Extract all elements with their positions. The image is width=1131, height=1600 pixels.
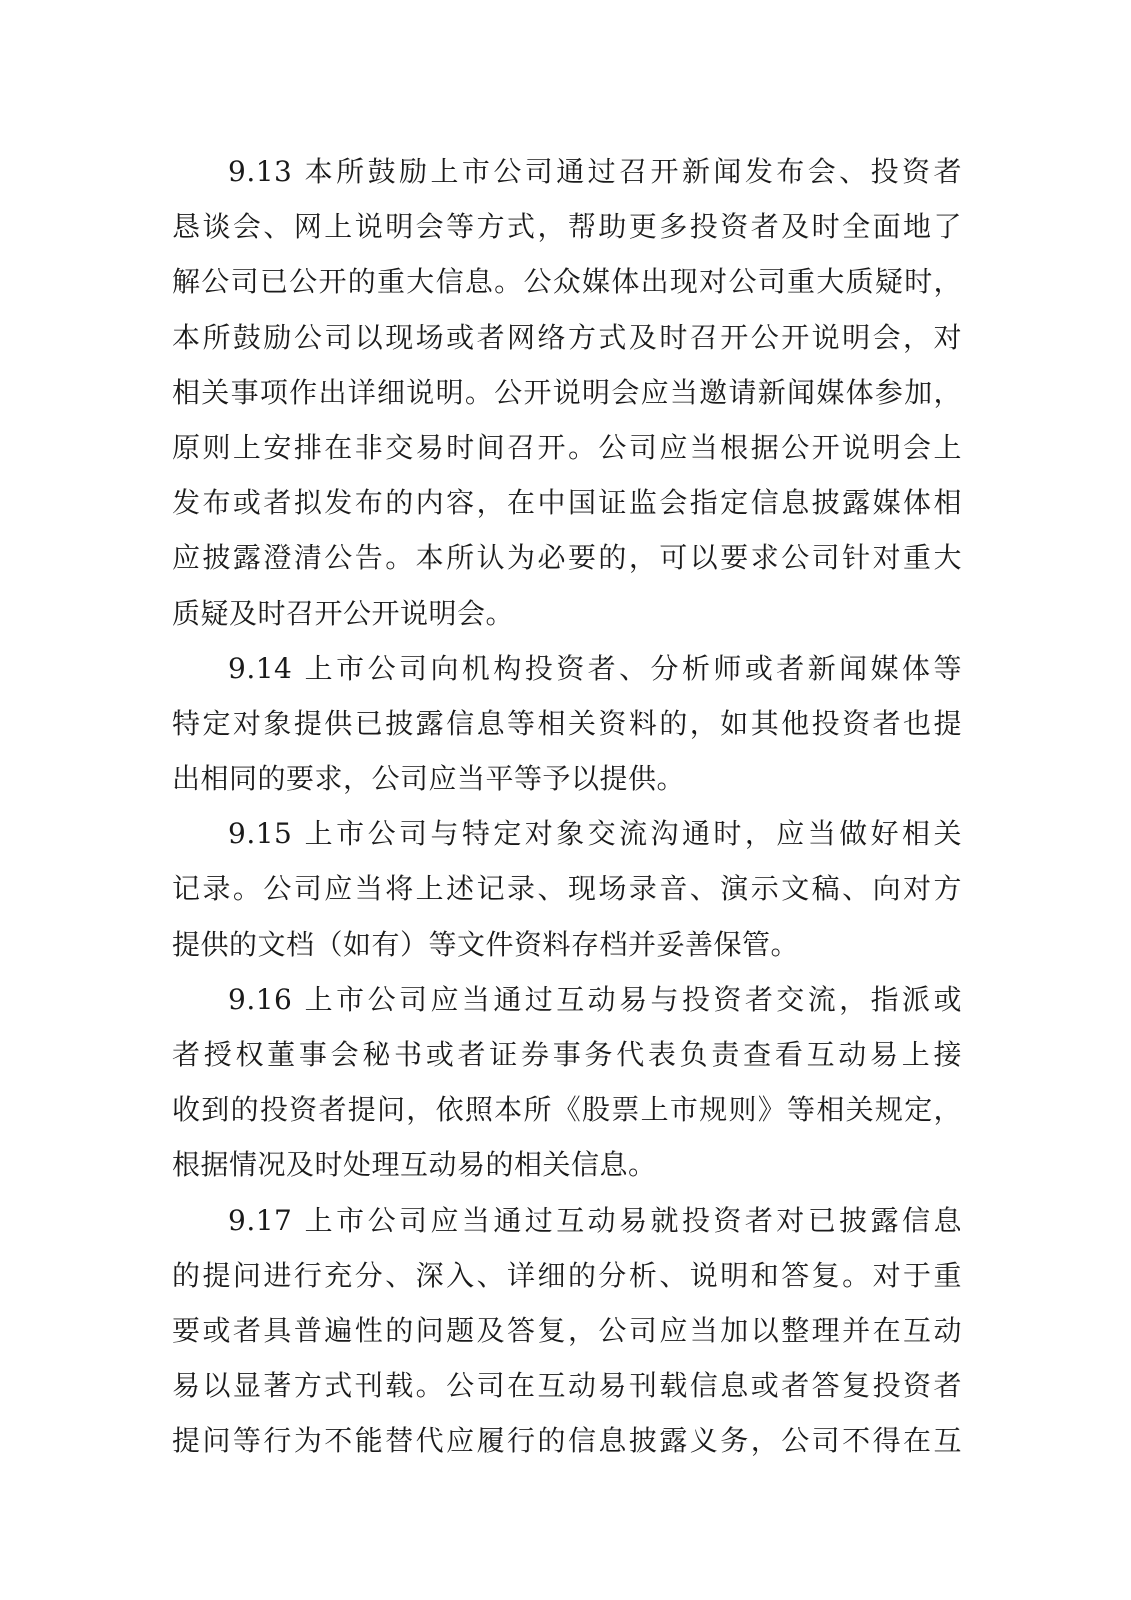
text-line: 原则上安排在非交易时间召开。公司应当根据公开说明会上 — [172, 430, 962, 464]
text-line: 9.17 上市公司应当通过互动易就投资者对已披露信息 — [228, 1203, 962, 1237]
text-line: 收到的投资者提问，依照本所《股票上市规则》等相关规定， — [172, 1093, 962, 1127]
text-line: 易以显著方式刊载。公司在互动易刊载信息或者答复投资者 — [172, 1369, 962, 1403]
text-line: 要或者具普遍性的问题及答复，公司应当加以整理并在互动 — [172, 1313, 962, 1347]
paragraph-9-17 — [172, 1193, 962, 1469]
document-body — [172, 144, 962, 1469]
text-line: 的提问进行充分、深入、详细的分析、说明和答复。对于重 — [172, 1258, 962, 1292]
text-line: 根据情况及时处理互动易的相关信息。 — [172, 1148, 657, 1182]
text-line: 解公司已公开的重大信息。公众媒体出现对公司重大质疑时， — [172, 265, 962, 299]
text-line: 本所鼓励公司以现场或者网络方式及时召开公开说明会，对 — [172, 320, 962, 354]
text-line: 出相同的要求，公司应当平等予以提供。 — [172, 762, 686, 796]
text-line: 特定对象提供已披露信息等相关资料的，如其他投资者也提 — [172, 706, 962, 740]
text-line: 提供的文档（如有）等文件资料存档并妥善保管。 — [172, 927, 800, 961]
paragraph-9-14 — [172, 641, 962, 807]
text-line: 9.14 上市公司向机构投资者、分析师或者新闻媒体等 — [228, 651, 962, 685]
paragraph-9-15 — [172, 806, 962, 972]
paragraph-9-13 — [172, 144, 962, 641]
text-line: 应披露澄清公告。本所认为必要的，可以要求公司针对重大 — [172, 541, 962, 575]
text-line: 发布或者拟发布的内容，在中国证监会指定信息披露媒体相 — [172, 486, 962, 520]
text-line: 9.16 上市公司应当通过互动易与投资者交流，指派或 — [228, 982, 962, 1016]
text-line: 提问等行为不能替代应履行的信息披露义务，公司不得在互 — [172, 1424, 962, 1458]
text-line: 恳谈会、网上说明会等方式，帮助更多投资者及时全面地了 — [172, 210, 962, 244]
text-line: 者授权董事会秘书或者证券事务代表负责查看互动易上接 — [172, 1038, 962, 1071]
text-line: 9.13 本所鼓励上市公司通过召开新闻发布会、投资者 — [228, 155, 962, 188]
text-line: 质疑及时召开公开说明会。 — [172, 596, 515, 630]
text-line: 相关事项作出详细说明。公开说明会应当邀请新闻媒体参加， — [172, 375, 962, 409]
text-line: 9.15 上市公司与特定对象交流沟通时，应当做好相关 — [228, 817, 962, 851]
text-line: 记录。公司应当将上述记录、现场录音、演示文稿、向对方 — [172, 872, 962, 906]
paragraph-9-16 — [172, 972, 962, 1193]
